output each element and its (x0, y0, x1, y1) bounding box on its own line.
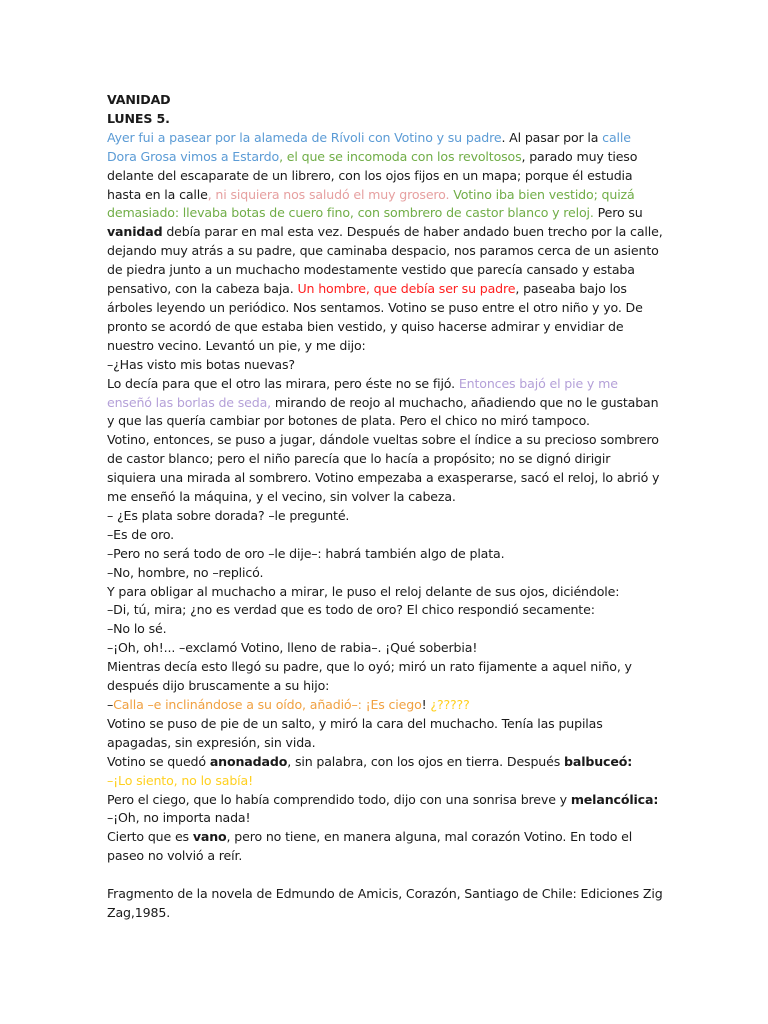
dialogue-line: –Es de oro. (107, 526, 175, 542)
text-run: . Al pasar por la (501, 129, 603, 145)
bold-word-melancolica: melancólica: (570, 791, 659, 807)
dialogue-line: –No lo sé. (107, 621, 167, 637)
text-run: debía parar en mal esta vez. Después de haber andado buen trecho por la calle, dejando muy atrás a su padre, que caminaba despacio, nos paramos cerca de un asiento de piedra junto a un muchacho modestamente vestido que parecía cansado y estaba pensativo, con la cabeza baja. (107, 224, 663, 297)
text-run: , sin palabra, con los ojos en tierra. Después (287, 753, 564, 769)
document-page (107, 91, 663, 923)
text-run: Pero el ciego, que lo había comprendido todo, dijo con una sonrisa breve y (107, 791, 571, 807)
dialogue-line: –Di, tú, mira; ¿no es verdad que es todo de oro? El chico respondió secamente: (107, 602, 595, 618)
spacer (107, 866, 663, 885)
paragraph-2 (107, 375, 663, 432)
paragraph-1 (107, 129, 663, 356)
dialogue-line: –¿Has visto mis botas nuevas? (107, 356, 295, 372)
dialogue-line-highlighted (107, 696, 663, 715)
highlight-green-2: Votino iba bien vestido; quizá demasiado: llevaba botas de cuero fino, con sombrero de castor blanco y reloj. (107, 186, 635, 221)
text-run: Cierto que es (107, 829, 193, 845)
bold-word-vano: vano (192, 829, 227, 845)
paragraph-5: Mientras decía esto llegó su padre, que lo oyó; miró un rato fijamente a aquel niño, y después dijo bruscamente a su hijo: (107, 659, 632, 694)
highlight-pink: , ni siquiera nos saludó el muy grosero. (207, 186, 450, 202)
highlight-yellow-question: ¿????? (430, 697, 470, 712)
highlight-blue-1: Ayer fui a pasear por la alameda de Rívoli con Votino y su padre (107, 129, 502, 145)
text-run: Pero su (593, 205, 643, 221)
paragraph-7 (107, 753, 663, 772)
text-run: , pero no tiene, en manera alguna, mal corazón Votino. En todo el paseo no volvió a reír. (107, 829, 633, 864)
paragraph-4: Y para obligar al muchacho a mirar, le puso el reloj delante de sus ojos, diciéndole: (107, 583, 620, 599)
text-run: Votino se quedó (107, 753, 210, 769)
dialogue-line-yellow: –¡Lo siento, no lo sabía! (107, 772, 253, 788)
dialogue-line: –No, hombre, no –replicó. (107, 564, 264, 580)
dialogue-line: –Pero no será todo de oro –le dije–: habrá también algo de plata. (107, 545, 505, 561)
bold-word-anonadado: anonadado (209, 753, 288, 769)
document-title: VANIDAD (107, 92, 171, 107)
highlight-blue-2: calle Dora Grosa vimos a Estardo (107, 129, 631, 164)
bold-word-balbuceo: balbuceó: (564, 753, 633, 769)
source-citation: Fragmento de la novela de Edmundo de Amicis, Corazón, Santiago de Chile: Ediciones Zig Zag,1985. (107, 886, 663, 920)
paragraph-3: Votino, entonces, se puso a jugar, dándole vueltas sobre el índice a su precioso sombrero de castor blanco; pero el niño parecía que lo hacía a propósito; no se dignó dirigir siquiera una mirada al sombrero. Votino empezaba a exasperarse, sacó el reloj, lo abrió y me enseñó la máquina, y el vecino, sin volver la cabeza. (107, 432, 660, 505)
paragraph-6: Votino se puso de pie de un salto, y miró la cara del muchacho. Tenía las pupilas apagadas, sin expresión, sin vida. (107, 715, 603, 750)
text-run: – (107, 697, 114, 712)
text-run: , parado muy tieso delante del escaparate de un librero, con los ojos fijos en un mapa; porque él estudia hasta en la (107, 148, 638, 202)
dialogue-line: –¡Oh, no importa nada! (107, 810, 251, 826)
highlight-red: Un hombre, que debía ser su padre (297, 281, 516, 297)
paragraph-8 (107, 791, 663, 810)
highlight-orange: Calla –e inclinándose a su oído, añadió–: ¡Es ciego (113, 697, 422, 712)
bold-word-vanidad: vanidad (107, 224, 163, 240)
highlight-lavender: Entonces bajó el pie y me enseñó las borlas de seda, (107, 375, 618, 410)
text-run: calle (179, 186, 208, 202)
dialogue-line: –¡Oh, oh!... –exclamó Votino, lleno de rabia–. ¡Qué soberbia! (107, 640, 478, 656)
text-run: , paseaba bajo los árboles leyendo un periódico. Nos sentamos. Votino se puso entre el otro niño y yo. De pronto se acordó de que estaba bien vestido, y quiso hacerse admirar y envidiar de nuestro vecino. Levantó un pie, y me dijo: (107, 281, 643, 353)
document-subtitle: LUNES 5. (107, 110, 170, 126)
highlight-green-1: , el que se incomoda con los revoltosos (279, 148, 522, 164)
dialogue-line: – ¿Es plata sobre dorada? –le pregunté. (107, 507, 350, 523)
text-run: Lo decía para que el otro las mirara, pero éste no se fijó. (107, 375, 459, 391)
paragraph-9 (107, 828, 663, 866)
text-run: mirando de reojo al muchacho, añadiendo que no le gustaban y que las quería cambiar por botones de plata. Pero el chico no miró tampoco. (107, 394, 659, 429)
text-run: ! (421, 697, 431, 712)
